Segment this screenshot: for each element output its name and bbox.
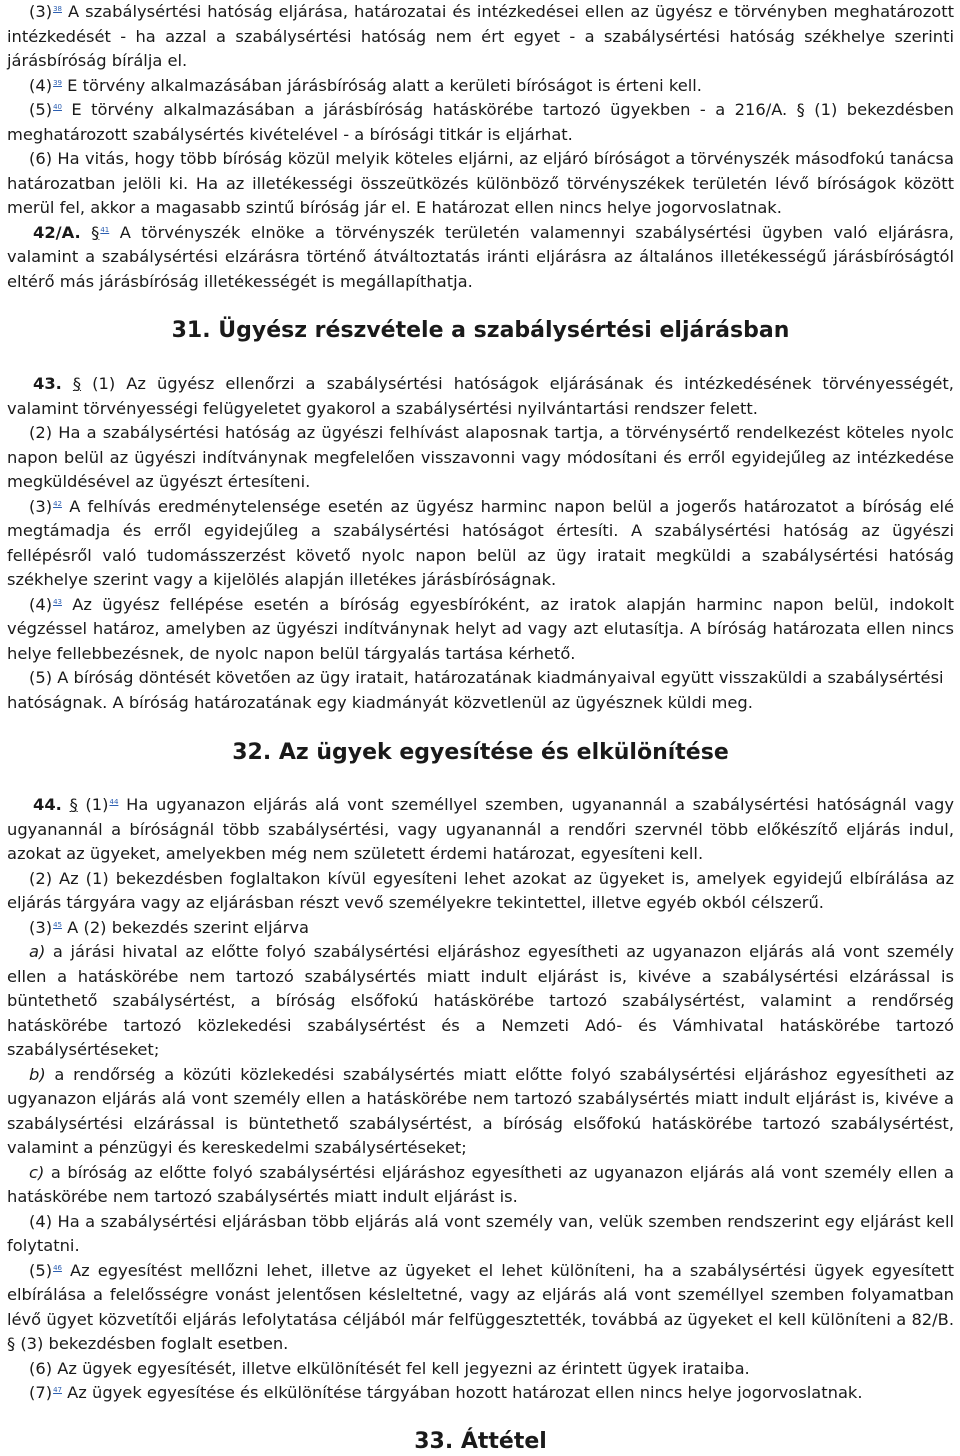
paragraph-43-4 [7, 593, 954, 667]
paragraph-44-4 [7, 1210, 954, 1259]
paragraph-44-5 [7, 1259, 954, 1357]
para-text: (6) Ha vitás, hogy több bíróság közül melyik köteles eljárni, az eljáró bíróságot a törvényszék másodfokú tanácsa határozatban jelöli ki. Ha az illetékességi összeütközés különböző törvényszékek területén lévő bíróságok között merül fel, akkor a magasabb szintű bíróság jár el. E határozat ellen nincs helye jogorvoslatnak. [7, 149, 954, 217]
para-text: Az ügyész fellépése esetén a bíróság egyesbíróként, az iratok alapján harminc napon belül, indokolt végzéssel határoz, amelyben az ügyészi indítványnak helyt ad vagy azt elutasítja. A bíróság határozata ellen nincs helye fellebbezésnek, de nyolc napon belül tárgyalás tartása kérhető. [7, 594, 954, 663]
section-text: (1) Az ügyész ellenőrzi a szabálysértési hatóságok eljárásának és intézkedésének törvényességét, valamint törvényességi felügyeletet gyakorol a szabálysértési nyilvántartási rendszer felett. [7, 374, 954, 418]
para-text: Az egyesítést mellőzni lehet, illetve az ügyeket el lehet különíteni, ha a szabálysértési ügyek egyesített elbírálása a felelősségre vonást jelentősen késleltetné, vagy az eljárás alá vont személlyel szemben folyamatban lévő ügyet közvetítői eljárás lefolytatása céljából már felfüggesztették, továbbá az ügyeket el kell különíteni a 82/B. § (3) bekezdésben foglalt esetben. [7, 1260, 954, 1353]
para-text: A szabálysértési hatóság eljárása, határozatai és intézkedései ellen az ügyész e törvényben meghatározott intézkedését - ha azzal a szabálysértési hatóság nem ért egyet - a szabálysértési hatóság székhelye szerinti járásbíróság bírálja el. [7, 2, 954, 70]
para-number: (3) [29, 917, 53, 937]
footnote-link[interactable]: 39 [53, 78, 62, 87]
paragraph-44-7 [7, 1381, 954, 1406]
paragraph-44-2 [7, 867, 954, 916]
para-number: (4) [29, 75, 53, 95]
paragraph-43-3 [7, 495, 954, 593]
section-number: 44. [33, 795, 62, 814]
point-text: a rendőrség a közúti közlekedési szabálysértés miatt előtte folyó szabálysértési eljáráshoz egyesítheti az ugyanazon eljárás alá vont személy ellen a hatáskörébe nem tartozó szabálysértés miatt indult eljárást is, kivéve a szabálysértési elzárással is büntethető szabálysértést, a bíróság elsőfokú hatáskörébe tartozó szabálysértést, valamint a pénzügyi és kereskedelmi szabálysértéseket; [7, 1064, 954, 1157]
point-a [7, 940, 954, 1063]
para-number: (3) [29, 2, 53, 21]
point-text: a járási hivatal az előtte folyó szabálysértési eljáráshoz egyesítheti az ugyanazon eljárás alá vont személy ellen a hatáskörébe nem tartozó szabálysértés miatt indult eljárást is, kivéve a szabálysértési elzárással is büntethető szabálysértést, a bíróság elsőfokú hatáskörébe tartozó szabálysértést, valamint a rendőrség hatáskörébe tartozó közlekedési szabálysértést és a Nemzeti Adó- és Vámhivatal hatáskörébe tartozó szabálysértéseket; [7, 942, 954, 1059]
paragraph-6 [7, 147, 954, 221]
point-label: a) [29, 942, 46, 961]
section-44 [7, 793, 954, 867]
para-text: (5) A bíróság döntését követően az ügy iratait, határozatának kiadmányaival együtt visszaküldi a szabálysértési hatóságnak. A bíróság határozatának egy kiadmányát közvetlenül az ügyésznek küldi meg. [7, 668, 944, 712]
paragraph-sign: § [72, 374, 82, 393]
para-number: (4) [29, 594, 53, 614]
footnote-link[interactable]: 38 [53, 5, 62, 13]
para-number: (5) [29, 1260, 53, 1280]
paragraph-sign: § [69, 795, 78, 814]
section-number: 42/A. [33, 222, 81, 242]
para-text: A felhívás eredménytelensége esetén az ügyész harminc napon belül a jogerős határozatot a bíróság elé megtámadja és erről egyidejűleg a szabálysértési hatóságot értesíti. A szabálysértési hatóság az ügyészi fellépésről való tudomásszerzést követő nyolc napon belül az ügy iratait megküldi a szabálysértési hatóság székhelye szerint vagy a kijelölés alapján illetékes járásbíróságnak. [7, 496, 954, 589]
para-text: (6) Az ügyek egyesítését, illetve elkülönítését fel kell jegyezni az érintett ügyek irataiba. [29, 1358, 750, 1378]
footnote-link[interactable]: 47 [53, 1386, 62, 1394]
point-label: b) [29, 1064, 46, 1084]
footnote-link[interactable]: 45 [53, 920, 62, 929]
point-text: a bíróság az előtte folyó szabálysértési eljáráshoz egyesítheti az ugyanazon eljárás alá vont személy ellen a hatáskörébe nem tartozó szabálysértés miatt indult eljárást is. [7, 1162, 954, 1206]
paragraph-sign: § [91, 222, 100, 242]
para-text: E törvény alkalmazásában járásbíróság alatt a kerületi bíróságot is érteni kell. [61, 75, 702, 95]
para-text: (2) Az (1) bekezdésben foglaltakon kívül egyesíteni lehet azokat az ügyeket is, amelyek egyidejű elbírálása az eljárás tárgyára vagy az eljárásban részt vevő személyekre tekintettel, illetve egyéb okból célszerű. [7, 868, 954, 912]
para-number: (3) [29, 496, 53, 516]
para-text: (2) Ha a szabálysértési hatóság az ügyészi felhívást alaposnak tartja, a törvénysértő rendelkezést köteles nyolc napon belül az ügyészi indítványnak megfelelően visszavonni vagy módosítani és erről egyidejűleg az intézkedése megküldésével az ügyészt értesíteni. [7, 423, 954, 491]
para-number: (7) [29, 1383, 53, 1402]
paragraph-44-6 [7, 1357, 954, 1382]
heading-31: 31. Ügyész részvétele a szabálysértési eljárásban [171, 318, 790, 343]
footnote-link[interactable]: 41 [100, 225, 110, 234]
heading-33: 33. Áttétel [414, 1428, 547, 1454]
footnote-link[interactable]: 43 [53, 597, 62, 606]
paragraph-43-2 [7, 421, 954, 495]
paragraph-4 [7, 74, 954, 99]
paragraph-44-3 [7, 916, 954, 941]
point-b [7, 1063, 954, 1161]
para-text: A (2) bekezdés szerint eljárva [61, 917, 309, 937]
section-number: 43. [33, 374, 62, 393]
para-number: (1) [77, 795, 109, 814]
paragraph-5 [7, 98, 954, 147]
point-c [7, 1161, 954, 1210]
para-text: E törvény alkalmazásában a járásbíróság hatáskörébe tartozó ügyekben - a 216/A. § (1) bekezdésben meghatározott szabálysértés kivételével - a bírósági titkár is eljárhat. [7, 100, 954, 144]
section-text: Ha ugyanazon eljárás alá vont személlyel szemben, ugyanannál a szabálysértési hatóságnál vagy ugyanannál a bíróságnál több szabálysértési, vagy ugyanannál a rendőri szervnél több előkészítő eljárás indul, azokat az ügyeket, amelyekben még nem született érdemi határozat, egyesíteni kell. [7, 795, 954, 863]
footnote-link[interactable]: 42 [53, 499, 62, 508]
heading-32: 32. Az ügyek egyesítése és elkülönítése [232, 740, 729, 765]
paragraph-3 [7, 0, 954, 74]
footnote-link[interactable]: 44 [109, 798, 119, 806]
para-text: (4) Ha a szabálysértési eljárásban több eljárás alá vont személy van, velük szemben rendszerint egy eljárást kell folytatni. [7, 1211, 954, 1255]
section-text: A törvényszék elnöke a törvényszék területén valamennyi szabálysértési ügyben való eljárásra, valamint a szabálysértési elzárásra történő átváltoztatás iránti eljárásra az általános illetékességű járásbíróságtól eltérő más járásbíróság illetékességét is megállapíthatja. [7, 222, 954, 291]
section-42a [7, 221, 954, 295]
section-43 [7, 372, 954, 421]
footnote-link[interactable]: 46 [53, 1263, 62, 1272]
footnote-link[interactable]: 40 [53, 103, 62, 111]
point-label: c) [29, 1162, 45, 1182]
para-number: (5) [29, 100, 53, 119]
paragraph-43-5 [7, 666, 954, 715]
para-text: Az ügyek egyesítése és elkülönítése tárgyában hozott határozat ellen nincs helye jogorvoslatnak. [61, 1383, 863, 1402]
